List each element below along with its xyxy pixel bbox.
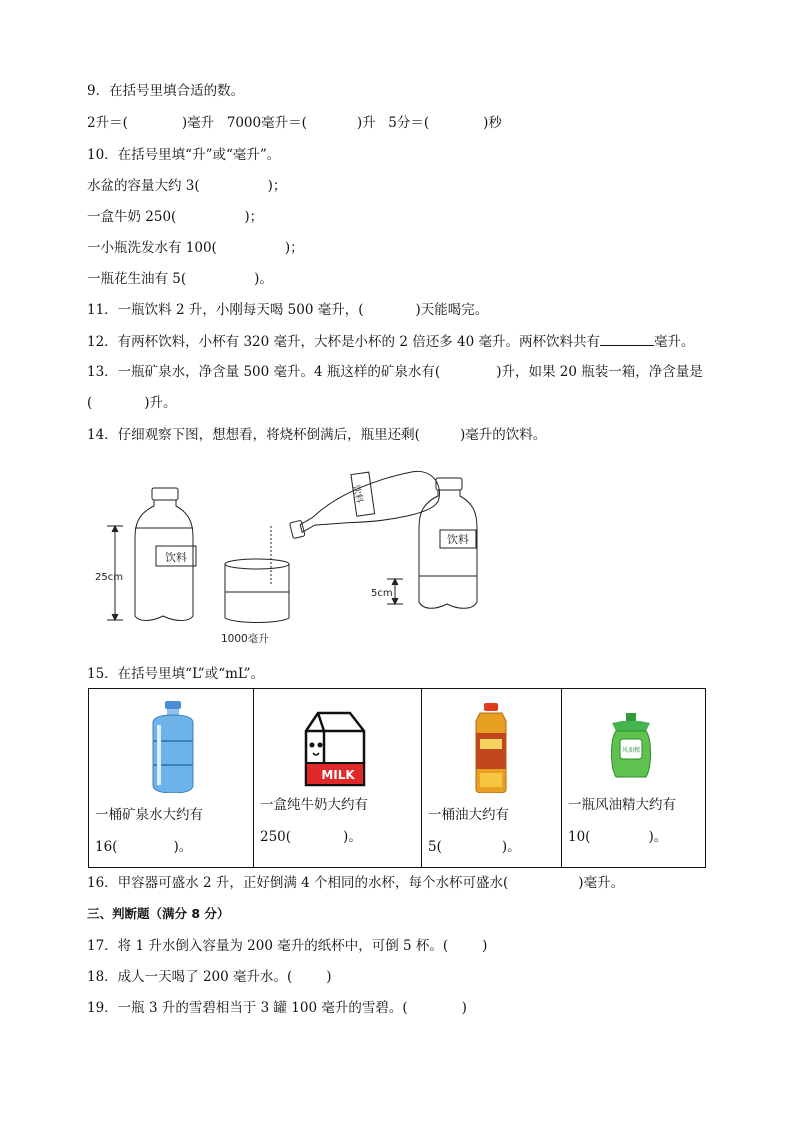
- q15-cell-3-text: 一桶油大约有: [428, 807, 509, 823]
- q14-post: )毫升的饮料。: [459, 427, 547, 443]
- q9-p2-post: )升: [356, 115, 376, 131]
- q12: [87, 331, 694, 352]
- q15-cell-4-text: 一瓶风油精大约有: [568, 797, 676, 813]
- q14: [87, 425, 546, 445]
- q13-mid: )升，如果 20 瓶装一箱，净含量是: [496, 364, 703, 380]
- remain-label: 5cm: [371, 588, 393, 599]
- q11-post: )天能喝完。: [415, 302, 489, 318]
- q13-pre: 13．一瓶矿泉水，净含量 500 毫升。4 瓶这样的矿泉水有(: [87, 364, 441, 380]
- q18: [87, 967, 332, 987]
- q9-p1-pre: 2升＝(: [87, 115, 128, 131]
- q19: [87, 998, 467, 1018]
- q13-l2-post: )升。: [144, 395, 177, 411]
- q10-d-post: )。: [254, 271, 273, 287]
- q15-cell-2-pre: 250(: [260, 829, 292, 845]
- q10-d: [87, 269, 273, 289]
- q15-grid: [88, 688, 706, 868]
- bottle-pouring-diagram: [95, 468, 495, 653]
- balm-bottle-icon: [606, 711, 656, 781]
- q10-c-pre: 一小瓶洗发水有 100(: [87, 240, 217, 256]
- q15-cell-3-post: )。: [501, 839, 521, 855]
- q13-l2-pre: (: [87, 395, 93, 411]
- q15-cell-2-blank-line: [260, 827, 362, 847]
- q15-cell-2-text: 一盒纯牛奶大约有: [260, 797, 368, 813]
- q15-cell-4-blank-line: [568, 827, 667, 847]
- q15-cell-2-post: )。: [343, 829, 362, 845]
- q15-cell-3-blank-line: [428, 837, 521, 857]
- q15-cell-water: [89, 689, 254, 868]
- q9-title: 9．在括号里填合适的数。: [87, 83, 245, 99]
- beaker: [225, 559, 289, 623]
- milk-word: MILK: [321, 768, 355, 782]
- q15-cell-1-post: )。: [173, 839, 193, 855]
- q13-line2: [87, 393, 177, 413]
- q12-pre: 12．有两杯饮料，小杯有 320 毫升，大杯是小杯的 2 倍还多 40 毫升。两杯饮料共有: [87, 334, 600, 350]
- q13-line1: [87, 362, 703, 382]
- q12-blank[interactable]: [600, 331, 654, 346]
- q15-cell-4-pre: 10(: [568, 829, 591, 845]
- q15-cell-balm: [562, 689, 706, 868]
- q10-b-post: )；: [244, 209, 264, 225]
- q10-title: 10．在括号里填“升”或“毫升”。: [87, 147, 281, 163]
- q15-cell-3-pre: 5(: [428, 839, 442, 855]
- q18-pre: 18．成人一天喝了 200 毫升水。(: [87, 969, 293, 985]
- q16-post: )毫升。: [578, 875, 625, 891]
- milk-carton-icon: [300, 709, 370, 787]
- q17-post: ): [482, 938, 488, 954]
- tilted-bottle-label: 饮料: [350, 484, 365, 505]
- q9-blanks: [87, 113, 502, 133]
- q9-p2-pre: 7000毫升＝(: [226, 115, 307, 131]
- right-bottle-label: 饮料: [447, 533, 469, 546]
- q19-post: ): [461, 1000, 467, 1016]
- bottle-cap: [152, 488, 178, 500]
- section-3-title: 三、判断题（满分 8 分）: [87, 906, 230, 921]
- q17-pre: 17．将 1 升水倒入容量为 200 毫升的纸杯中，可倒 5 杯。(: [87, 938, 449, 954]
- q12-post: 毫升。: [653, 334, 695, 350]
- q10-a-pre: 水盆的容量大约 3(: [87, 178, 200, 194]
- q10-c: [87, 238, 304, 258]
- q16-pre: 16．甲容器可盛水 2 升，正好倒满 4 个相同的水杯，每个水杯可盛水(: [87, 875, 509, 891]
- q15-cell-oil: [422, 689, 562, 868]
- q15-cell-1-text: 一桶矿泉水大约有: [95, 807, 203, 823]
- q10-a-post: )；: [267, 178, 287, 194]
- q18-post: ): [326, 969, 332, 985]
- q9-p3-pre: 5分＝(: [388, 115, 430, 131]
- q15-cell-1-blank-line: [95, 837, 192, 857]
- water-jug-icon: [145, 701, 201, 793]
- q17: [87, 936, 487, 956]
- q15-cell-milk: [254, 689, 422, 868]
- q10-d-pre: 一瓶花生油有 5(: [87, 271, 187, 287]
- balm-label: 风油精: [621, 747, 641, 754]
- q19-pre: 19．一瓶 3 升的雪碧相当于 3 罐 100 毫升的雪碧。(: [87, 1000, 408, 1016]
- beaker-label: 1000毫升: [221, 633, 269, 645]
- q15-cell-1-pre: 16(: [95, 839, 118, 855]
- left-bottle-label: 饮料: [165, 551, 187, 564]
- q15-cell-4-post: )。: [648, 829, 668, 845]
- q11-pre: 11．一瓶饮料 2 升，小刚每天喝 500 毫升，(: [87, 302, 364, 318]
- q11: [87, 300, 488, 320]
- q16: [87, 873, 624, 893]
- oil-bottle-icon: [470, 703, 514, 793]
- q15-title: 15．在括号里填“L”或“mL”。: [87, 666, 265, 682]
- q9-p1-post: )毫升: [181, 115, 215, 131]
- height-label: 25cm: [95, 572, 123, 583]
- q10-c-post: )；: [284, 240, 304, 256]
- q14-pre: 14．仔细观察下图，想想看，将烧杯倒满后，瓶里还剩(: [87, 427, 420, 443]
- q10-b-pre: 一盒牛奶 250(: [87, 209, 177, 225]
- q10-a: [87, 176, 286, 196]
- q10-b: [87, 207, 263, 227]
- q9-p3-post: )秒: [483, 115, 502, 131]
